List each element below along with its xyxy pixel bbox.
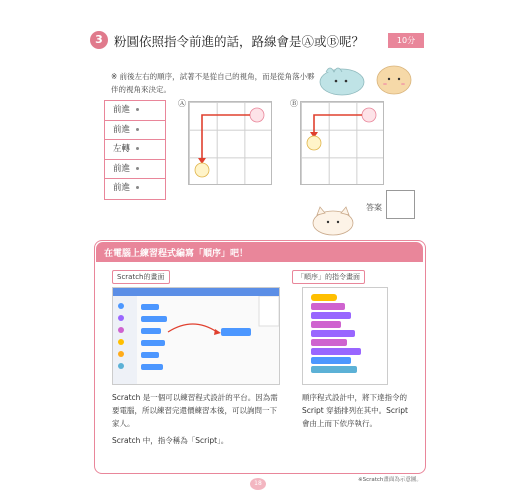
sequence-screenshot bbox=[302, 287, 388, 385]
footer-note: ※Scratch畫面為示意圖。 bbox=[358, 477, 422, 483]
instruction-step: 前進 bbox=[105, 160, 165, 180]
instruction-step: 前進 bbox=[105, 101, 165, 121]
instruction-list bbox=[104, 100, 166, 200]
option-b-path bbox=[300, 101, 384, 185]
characters-illustration bbox=[310, 58, 420, 100]
option-a-label: Ⓐ bbox=[178, 99, 186, 108]
scratch-screenshot bbox=[112, 287, 280, 385]
time-badge: 10分 bbox=[388, 33, 424, 48]
sequence-description: 順序程式設計中，將下達指令的 Script 穿插排列在其中。Script 會由上而下依序執行。 bbox=[302, 393, 408, 428]
script-description: Scratch 中，指令稱為「Script」。 bbox=[112, 436, 229, 445]
question-title: 粉圓依照指令前進的話，路線會是Ⓐ或Ⓑ呢？ bbox=[114, 34, 365, 49]
answer-box[interactable] bbox=[386, 190, 415, 219]
cat-illustration bbox=[308, 205, 358, 237]
instruction-step: 左轉 bbox=[105, 140, 165, 160]
scratch-workspace bbox=[113, 296, 279, 384]
answer-label: 答案 bbox=[366, 203, 382, 212]
note-text: ※ 前後左右的順序，試著不是從自己的視角，而是從角落小夥伴的視角來決定。 bbox=[111, 72, 315, 94]
sequence-screen-tag: 「順序」的指令畫面 bbox=[292, 270, 365, 284]
sequence-blocks bbox=[303, 288, 387, 384]
panel-title: 在電腦上練習程式編寫「順序」吧！ bbox=[104, 249, 249, 259]
option-a-path bbox=[188, 101, 272, 185]
instruction-step: 前進 bbox=[105, 179, 165, 199]
scratch-menubar bbox=[113, 288, 279, 296]
option-b-label: Ⓑ bbox=[290, 99, 298, 108]
instruction-step: 前進 bbox=[105, 121, 165, 141]
scratch-description: Scratch 是一個可以練習程式設計的平台。因為需要電腦，所以練習完還價練習本後，可以詢問一下家人。 bbox=[112, 393, 278, 428]
question-number: 3 bbox=[90, 31, 108, 49]
page-number: 18 bbox=[250, 478, 266, 490]
scratch-screen-tag: Scratch的畫面 bbox=[112, 270, 170, 284]
